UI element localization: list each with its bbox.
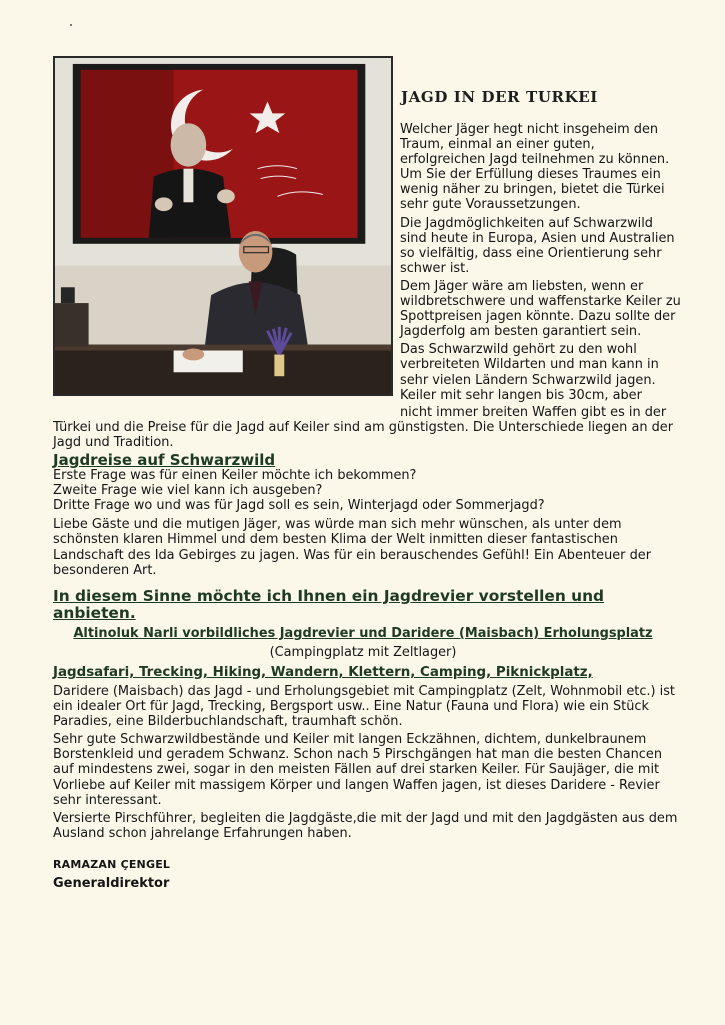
question-line: Erste Frage was für einen Keiler möchte ich bekommen?	[53, 468, 417, 484]
intro-paragraph: Dem Jäger wäre am liebsten, wenn er wildbretschwere und waffenstarke Keiler zu Spottpreisen jagen könnte. Dazu sollte der Jagderfolg am besten garantiert sein.	[400, 278, 681, 340]
section-heading: Jagdreise auf Schwarzwild	[53, 451, 276, 469]
intro-paragraph: Welcher Jäger hegt nicht insgeheim den Traum, einmal an einer guten, erfolgreichen Jagd teilnehmen zu können. Um Sie der Erfüllung dieses Traumes ein wenig näher zu bringen, bietet die Türkei sehr gute Voraussetzungen.	[400, 122, 670, 213]
offer-subnote: (Campingplatz mit Zeltlager)	[269, 645, 457, 660]
offer-heading: In diesem Sinne möchte ich Ihnen ein Jagdrevier vorstellen und anbieten.	[53, 587, 605, 622]
office-photo-illustration	[55, 58, 391, 394]
intro-paragraph: Die Jagdmöglichkeiten auf Schwarzwild sind heute in Europa, Asien und Australien so vielfältig, dass eine Orientierung sehr schwer ist.	[400, 215, 675, 276]
intro-continuation	[53, 405, 683, 450]
body-paragraph: Daridere (Maisbach) das Jagd - und Erholungsgebiet mit Campingplatz (Zelt, Wohnmobil etc.) ist ein idealer Ort für Jagd, Trecking, Bergsport usw.. Eine Natur (Fauna und Flora) wie ein Stück Paradies, eine Bilderbuchlandschaft, traumhaft schön.	[53, 684, 675, 730]
article-title: JAGD IN DER TURKEI	[401, 88, 598, 106]
section-jagdreise	[53, 453, 683, 578]
intro-tail-indent: nicht immer breiten Waffen gibt es in der	[400, 405, 667, 420]
offer-subheading: Altinoluk Narli vorbildliches Jagdrevier und Daridere (Maisbach) Erholungsplatz	[73, 626, 653, 641]
section-paragraph: Liebe Gäste und die mutigen Jäger, was würde man sich mehr wünschen, als unter dem schönsten klaren Himmel und dem besten Klima der Welt inmitten dieser fantastischen Landschaft des Ida Gebirges zu jagen. Was für ein berauschendes Gefühl! Ein Abenteuer der besonderen Art.	[53, 517, 651, 578]
signature-role: Generaldirektor	[53, 876, 170, 891]
intro-tail: Türkei und die Preise für die Jagd auf Keiler sind am günstigsten. Die Unterschiede liegen an der Jagd und Tradition.	[53, 420, 674, 451]
body-paragraph: Sehr gute Schwarzwildbestände und Keiler mit langen Eckzähnen, dichtem, dunkelbraunem Borstenkleid und geradem Schwanz. Schon nach 5 Pirschgängen hat man die besten Chancen auf mindestens zwei, sogar in den meisten Fällen auf drei starken Keiler. Für Saujäger, die mit Vorliebe auf Keiler mit massigem Körper und langen Waffen jagen, ist dieses Daridere - Revier sehr interessant.	[53, 732, 662, 808]
question-line: Dritte Frage wo und was für Jagd soll es sein, Winterjagd oder Sommerjagd?	[53, 498, 545, 514]
activities-heading: Jagdsafari, Trecking, Hiking, Wandern, Klettern, Camping, Piknickplatz,	[53, 665, 593, 680]
body-paragraph: Versierte Pirschführer, begleiten die Jagdgäste,die mit der Jagd und mit den Jagdgästen aus dem Ausland schon jahrelange Erfahrungen haben.	[53, 810, 678, 841]
intro-paragraph: Das Schwarzwild gehört zu den wohl verbreiteten Wildarten und man kann in sehr vielen Ländern Schwarzwild jagen. Keiler mit sehr langen bis 30cm, aber	[400, 342, 659, 403]
signature-name: RAMAZAN ÇENGEL	[53, 858, 171, 871]
director-photo	[53, 56, 393, 396]
intro-column	[400, 122, 682, 406]
question-line: Zweite Frage wie viel kann ich ausgeben?	[53, 483, 323, 499]
speck	[70, 24, 72, 26]
offer-body	[53, 684, 683, 844]
